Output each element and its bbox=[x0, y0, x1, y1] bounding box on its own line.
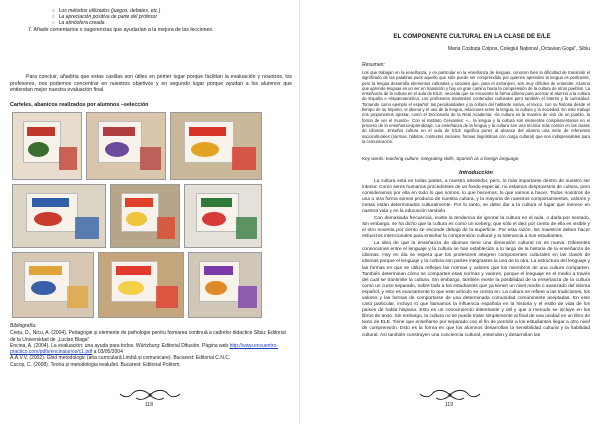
photo-fan-1 bbox=[170, 112, 262, 180]
bibliography bbox=[10, 323, 292, 368]
photo-poster-5 bbox=[12, 252, 94, 318]
article-author: Maria Cosbuța Colpos, Colegiul Național „Octavian Goga", Sibiu bbox=[447, 46, 590, 52]
bullet-item: ○ Los métodos utilizados (juegos, debates, etc.) bbox=[52, 8, 161, 14]
flourish-ornament-icon bbox=[418, 388, 482, 402]
flourish-ornament-icon bbox=[118, 388, 182, 402]
photo-caption: Carteles, abanicos realizados por alumnos –selección bbox=[10, 102, 149, 108]
abstract-heading: Resumen: bbox=[362, 62, 385, 68]
page-number-left: 118 bbox=[145, 402, 153, 408]
bullet-circle-icon: ○ bbox=[52, 8, 55, 13]
keywords: Key words: teaching culture, integrating skills, Spanish as a foreign language. bbox=[362, 156, 520, 161]
bibliography-entry: Cucoș, C. (2008). Teoria și metodologia evaluării. Bucarest: Editorial Polirom. bbox=[10, 361, 181, 368]
bibliography-link[interactable]: http://www.encuentro-practico.com/pdfs/encinalarios/c1.pdf bbox=[10, 342, 278, 356]
body-paragraph: La cultura está en todas partes, a nuestro alrededor, pero, lo más importante dentro de nuestro ser interior. Como seres humanos procedentes de un fondo especial, no estamos desprovistos de cultura, pero consideramos por ella en todo lo que somos, lo que hacemos, lo que vamos a hacer. Todos nosotros de una u otra forma somos producto de nuestra cultura, y la mayoría de nuestros comportamientos, valores y metas están determinados culturalmente. Por lo tanto, se debe dar a la cultura el lugar que merece en nuestra vida y en la educación también. bbox=[362, 179, 590, 215]
bullet-item: ○ La apreciación positiva de parte del profesor bbox=[52, 14, 158, 21]
photo-poster-3 bbox=[12, 184, 106, 248]
article-body bbox=[362, 179, 590, 339]
photo-poster-6 bbox=[188, 252, 262, 318]
introduction-heading: Introducción bbox=[459, 170, 493, 176]
photo-poster-4 bbox=[184, 184, 262, 248]
photo-poster-1 bbox=[12, 112, 82, 180]
abstract-text: Los que trabajan en la enseñanza, y en particular en la enseñanza de lenguas, conocen bien la dificultad de transmitir el significado de las palabras pues aquello que sólo puede ser comprendido por quienes aprenden la lengua es pertinente, pero la lengua desarrolla elementos culturales y sociales que, para el extranjero, son muy difíciles de entender. Alumno que aprende lenguas es un ser en transición y hay un gran camino hacia la comprensión de la cultura de otros pueblos. La enseñanza de la cultura en el aula de E/LE, necesita que se encuentre la forma idónea para acercar al alumno a la cultura de España e Hispanoamérica. Los profesores transmiten contenidos culturales pero también el interés y la curiosidad. Tomando como ejemplo el español: las peculiaridades y la cultura del hablante nativo, el léxico, con su historia desde el tiempo de su Imperio, el idioma y el uso de la lengua, relaciones entre la lengua, la cultura y la sociedad. En este trabajo nos proponemos aportar, como el Diccionario de la Real Academia: «la cultura es la manera de vivir de un pueblo, la forma de ver el mundo». Con el Instituto Cervantes: «... la lengua y la cultura son elementos complementarios en el proceso de la enseñanza-aprendizaje. La enseñanza de la lengua y la cultura son una técnica más común en las clases de idiomas. Enseñar cultura en el aula de E/LE significa poner al alcance del alumno una serie de referentes socioculturales (normas, hábitos, contextos sociales, formas lingüísticas con carga cultural) que son indispensables para la comunicación. bbox=[362, 70, 590, 144]
bibliography-heading: Bibliografía: bbox=[10, 323, 37, 329]
conclusion-paragraph: Para concluir, añadiría que estas casillas son útiles en primer lugar porque facilitan la evaluación y nosotros, los profesores, nos podemos concentrar en nuestros objetivos y en segundo lugar porque ayudan a los alumnos que entiendan mejor nuestra evaluación final. bbox=[10, 74, 292, 94]
page-number-right: 119 bbox=[445, 402, 453, 408]
photo-fan-3 bbox=[98, 252, 184, 318]
bibliography-entry: Encina, A. (2004). La evaluación; una ayuda para todos. Würtzburg: Editorial Difusión. Página web http://www.encuentro-practico.com/pdfs/encinalarios/c1.pdf a 03/05/2004 bbox=[10, 342, 278, 356]
bullet-circle-icon: ○ bbox=[52, 14, 55, 20]
article-title: EL COMPONENTE CULTURAL EN LA CLASE DE E/LE bbox=[393, 33, 551, 40]
bullet-circle-icon: ○ bbox=[52, 20, 55, 26]
body-paragraph: La idea de que la enseñanza de idiomas tiene una dimensión cultural no es nueva. Diferentes connociones entre el lenguaje y la cultura se han establecido a lo largo de la historia de la enseñanza de idiomas. Hoy en día se espera que los profesores integren componentes culturales en las clases de idiomas porque el lenguaje y la cultura son partes integrantes la una de la otra. La estructura del lenguaje y las formas en que se utiliza reflejan las normas y valores que los miembros de una cultura comparten. También determinan cómo se comparten esas normas y valores, porque el lenguaje es el medio a través del cual se transmite la cultura. Sin embargo, también existe la posibilidad de la enseñanza de la cultura como un curso separado, sobre todo a los estudiantes que ya tienen un nivel medio o avanzado del idioma español, y esto es exactamente lo que este artículo se centra en. La cultura se refiere a las tradiciones, los valores y las formas de comportarse de una determinada comunidad comúnmente aceptadas. En este caso particular, incluyo lo que llamamos la influencia española en la historia y el estilo de vida de los países de habla hispana. Esto es un conocimiento interesante y útil y que a menudo se incluye en los libros de texto. Sin embargo, la cultura no se puede tratar simplemente al final de una unidad en un libro de texto de ELE. Tiene que enseñarse por separado con el fin de permitir a los estudiantes llegar a otro nivel de comprensión. Esto es la forma en que los alumnos desarrollan la sensibilidad cultural y la habilidad cultural. Así también construyen una conciencia cultural, entienden y desarrollan las bbox=[362, 241, 590, 338]
bibliography-entry: A.A.V.V. (2002). Ghid metodologic (aria curriculară Limbă și comunicare). Bucarest: Editorial C.N.C. bbox=[10, 355, 231, 362]
bullet-list bbox=[52, 8, 292, 27]
body-paragraph: Con demasiada frecuencia, existe la tendencia de ignorar la cultura en el aula, o darla por sentado. Sin embargo, se ha dicho que la cultura es como un iceberg, que sólo el diez por ciento de ella es visible y el otro noventa por ciento se esconde debajo de la superficie. Por esta razón, los maestros deben hacer esfuerzos intencionales para enseñar la comprensión cultural y la tolerancia a sus estudiantes. bbox=[362, 216, 590, 240]
bibliography-entry: Crețu, D., Nicu, A. (2004). Pedagogie și elemente de psihologie pentru formarea continuă a cadrelor didactice Sibiu: Editorial de la Universidad de „Lucian Blaga" bbox=[10, 330, 286, 343]
photo-fan-2 bbox=[110, 184, 180, 248]
bullet-item: ○ La atmósfera creada bbox=[52, 20, 105, 27]
point-seven: 7. Añade comentarios o sugerencias que ayudarían a la mejora de las lecciones. bbox=[28, 27, 214, 33]
photo-poster-2 bbox=[86, 112, 166, 180]
